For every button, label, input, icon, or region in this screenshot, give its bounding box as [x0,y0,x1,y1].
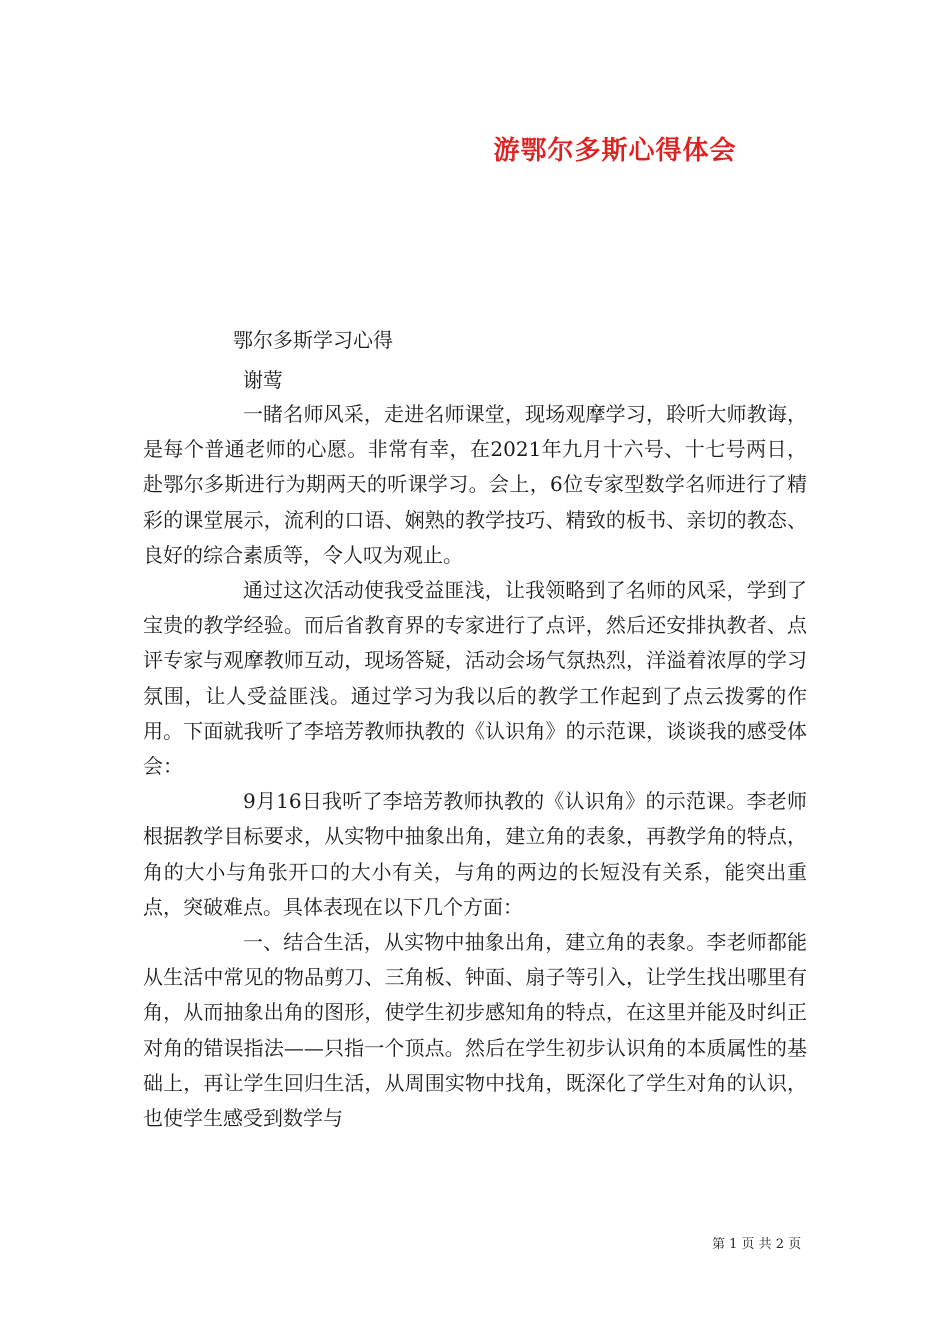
paragraph: 一、结合生活，从实物中抽象出角，建立角的表象。李老师都能从生活中常见的物品剪刀、三角板、钟面、扇子等引入，让学生找出哪里有角，从而抽象出角的图形，使学生初步感知角的特点，在这里并能及时纠正对角的错误指法——只指一个顶点。然后在学生初步认识角的本质属性的基础上，再让学生回归生活，从周围实物中找角，既深化了学生对角的认识，也使学生感受到数学与 [143,930,807,1131]
page-footer: 第 1 页 共 2 页 [712,1237,802,1252]
paragraph: 一睹名师风采，走进名师课堂，现场观摩学习，聆听大师教诲，是每个普通老师的心愿。非常有幸，在2021年九月十六号、十七号两日，赴鄂尔多斯进行为期两天的听课学习。会上，6位专家型数学名师进行了精彩的课堂展示，流利的口语、娴熟的教学技巧、精致的板书、亲切的教态、良好的综合素质等，令人叹为观止。 [143,402,807,567]
document-body [143,397,807,1136]
author-name: 谢莺 [243,368,283,392]
document-subtitle: 鄂尔多斯学习心得 [233,328,393,352]
document-title: 游鄂尔多斯心得体会 [493,136,737,166]
paragraph: 通过这次活动使我受益匪浅，让我领略到了名师的风采，学到了宝贵的教学经验。而后省教育界的专家进行了点评，然后还安排执教者、点评专家与观摩教师互动，现场答疑，活动会场气氛热烈，洋溢着浓厚的学习氛围，让人受益匪浅。通过学习为我以后的教学工作起到了点云拨雾的作用。下面就我听了李培芳教师执教的《认识角》的示范课，谈谈我的感受体会： [143,578,807,779]
paragraph: 9月16日我听了李培芳教师执教的《认识角》的示范课。李老师根据教学目标要求，从实物中抽象出角，建立角的表象，再教学角的特点，角的大小与角张开口的大小有关，与角的两边的长短没有关系，能突出重点，突破难点。具体表现在以下几个方面： [143,789,807,919]
